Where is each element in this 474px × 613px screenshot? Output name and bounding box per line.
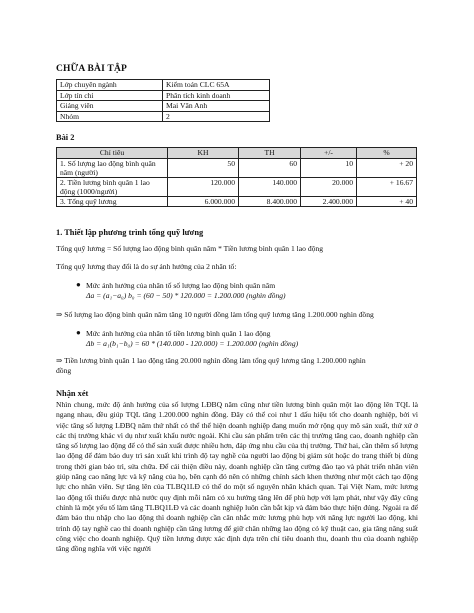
- bullet1-formula: Δa = (a₁−a₀) b₀ = (60 − 50) * 120.000 = 1.200.000 (nghìn đồng): [86, 291, 286, 300]
- info-row: [57, 80, 270, 91]
- header-cell: KH: [168, 148, 239, 159]
- info-row: [57, 90, 270, 101]
- table-row: [57, 197, 417, 207]
- row-label: 2. Tiền lương bình quân 1 lao động (1000/người): [57, 178, 168, 197]
- pct-cell: + 16.67: [357, 178, 417, 197]
- header-cell: TH: [239, 148, 301, 159]
- section1-title: 1. Thiết lập phương trình tổng quỹ lương: [56, 228, 204, 237]
- info-row: [57, 111, 270, 122]
- info-row: [57, 101, 270, 112]
- bullet2-title: Mức ảnh hưởng của nhân tố tiền lương bình quân 1 lao động: [86, 329, 271, 338]
- document-title: CHỮA BÀI TẬP: [56, 64, 128, 74]
- result1-line: ⇒ Số lượng lao động bình quân năm tăng 10 người đồng làm tổng quỹ lương tăng 1.200.000 nghìn đồng: [56, 310, 374, 319]
- pct-cell: + 20: [357, 159, 417, 178]
- info-label: Lớp tín chỉ: [57, 90, 163, 101]
- info-label: Giảng viên: [57, 101, 163, 112]
- remarks-title: Nhận xét: [56, 389, 89, 398]
- pct-cell: + 40: [357, 197, 417, 207]
- info-value: Kiểm toán CLC 65A: [163, 80, 270, 91]
- kh-cell: 120.000: [168, 178, 239, 197]
- bullet-icon: ●: [76, 280, 81, 289]
- table-row: [57, 159, 417, 178]
- th-cell: 60: [239, 159, 301, 178]
- table-row: [57, 178, 417, 197]
- info-label: Lớp chuyên ngành: [57, 80, 163, 91]
- factor-intro: Tổng quỹ lương thay đổi là do sự ảnh hưởng của 2 nhân tố:: [56, 262, 237, 271]
- kh-cell: 6.000.000: [168, 197, 239, 207]
- bullet1-title: Mức ảnh hưởng của nhân tố số lượng lao động bình quân năm: [86, 281, 276, 290]
- th-cell: 8.400.000: [239, 197, 301, 207]
- kh-cell: 50: [168, 159, 239, 178]
- equation-line: Tổng quỹ lương = Số lượng lao động bình quân năm * Tiền lương bình quân 1 lao động: [56, 244, 324, 253]
- header-cell: +/-: [301, 148, 357, 159]
- row-label: 1. Số lượng lao động bình quân năm (người): [57, 159, 168, 178]
- table-header-row: [57, 148, 417, 159]
- data-table: [56, 147, 417, 207]
- bullet2-formula: Δb = a₁(b₁−b₀) = 60 * (140.000 - 120.000) = 1.200.000 (nghìn đồng): [86, 339, 299, 348]
- info-label: Nhóm: [57, 111, 163, 122]
- exercise-label: Bài 2: [56, 133, 75, 142]
- th-cell: 140.000: [239, 178, 301, 197]
- info-table: [56, 79, 270, 122]
- info-value: Mai Vân Anh: [163, 101, 270, 112]
- diff-cell: 10: [301, 159, 357, 178]
- header-cell: %: [357, 148, 417, 159]
- result2-line2: đồng: [56, 366, 72, 375]
- diff-cell: 2.400.000: [301, 197, 357, 207]
- info-value: 2: [163, 111, 270, 122]
- diff-cell: 20.000: [301, 178, 357, 197]
- info-value: Phân tích kinh doanh: [163, 90, 270, 101]
- header-cell: Chỉ tiêu: [57, 148, 168, 159]
- remarks-body: Nhìn chung, mức độ ảnh hưởng của số lượng LĐBQ năm cũng như tiền lương bình quân một lao động lên TQL là ngang nhau, đều giúp TQL tăng 1.200.000 nghìn đồng. Đây có thể coi như 1 dấu hiệu tốt cho doanh nghiệp, bởi vì việc tăng số lượng LĐBQ năm thứ nhất có thể thể hiện doanh nghiệp đang muốn mở rộng quy mô sản xuất, thứ xứ ở các thị trường khác vì dụ như xuất khẩu nước ngoài. Khi cầu sản phẩm trên các thị trường tăng cao, doanh nghiệp cần tăng số lượng lao động để có thể sản xuất được nhiều hơn, đáp ứng nhu cầu của thị trường. Thứ hai, cần thêm số lượng lao động để đảm bảo duy trì sản xuất khi trình độ tay nghề của người lao động bị giảm sút hoặc do trang thiết bị dùng trong thời gian bảo trì, sửa chữa. Để cải thiện điều này, doanh nghiệp cần tăng cường đào tạo và phát triển nhân viên giúp nâng cao năng lực và kỹ năng của họ, bên cạnh đó nên có những chính sách khen thưởng như một cách tạo động lực cho nhân viên. Sự tăng lên của TLBQ1LĐ có thể do một số nguyên nhân khách quan. Tại Việt Nam, mức lương lao động tối thiểu được nhà nước quy định mỗi năm có xu hướng tăng lên để phù hợp với lạm phát, như vậy đây cũng chính là một yếu tố làm tăng TLBQ1LĐ và các doanh nghiệp luôn cần bắt kịp và đảm bảo thực hiện đúng. Ngoài ra để đảm bảo thu nhập cho lao động thì doanh nghiệp cần cân nhắc mức lương phù hợp với năng lực người lao động, khi trình độ tay nghề cao thì doanh nghiệp cần tăng lương để giữ chân những lao động có kỹ thuật cao, gia tăng năng suất công việc cho doanh nghiệp. Quỹ tiền lương được xác định dựa trên chỉ tiêu doanh thu, doanh thu của doanh nghiệp tăng đồng nghĩa với việc người: [56, 400, 418, 554]
- bullet-icon: ●: [76, 328, 81, 337]
- result2-line1: ⇒ Tiền lương bình quân 1 lao động tăng 20.000 nghìn đồng làm tổng quỹ lương tăng 1.200.000 nghìn: [56, 356, 366, 365]
- row-label: 3. Tổng quỹ lương: [57, 197, 168, 207]
